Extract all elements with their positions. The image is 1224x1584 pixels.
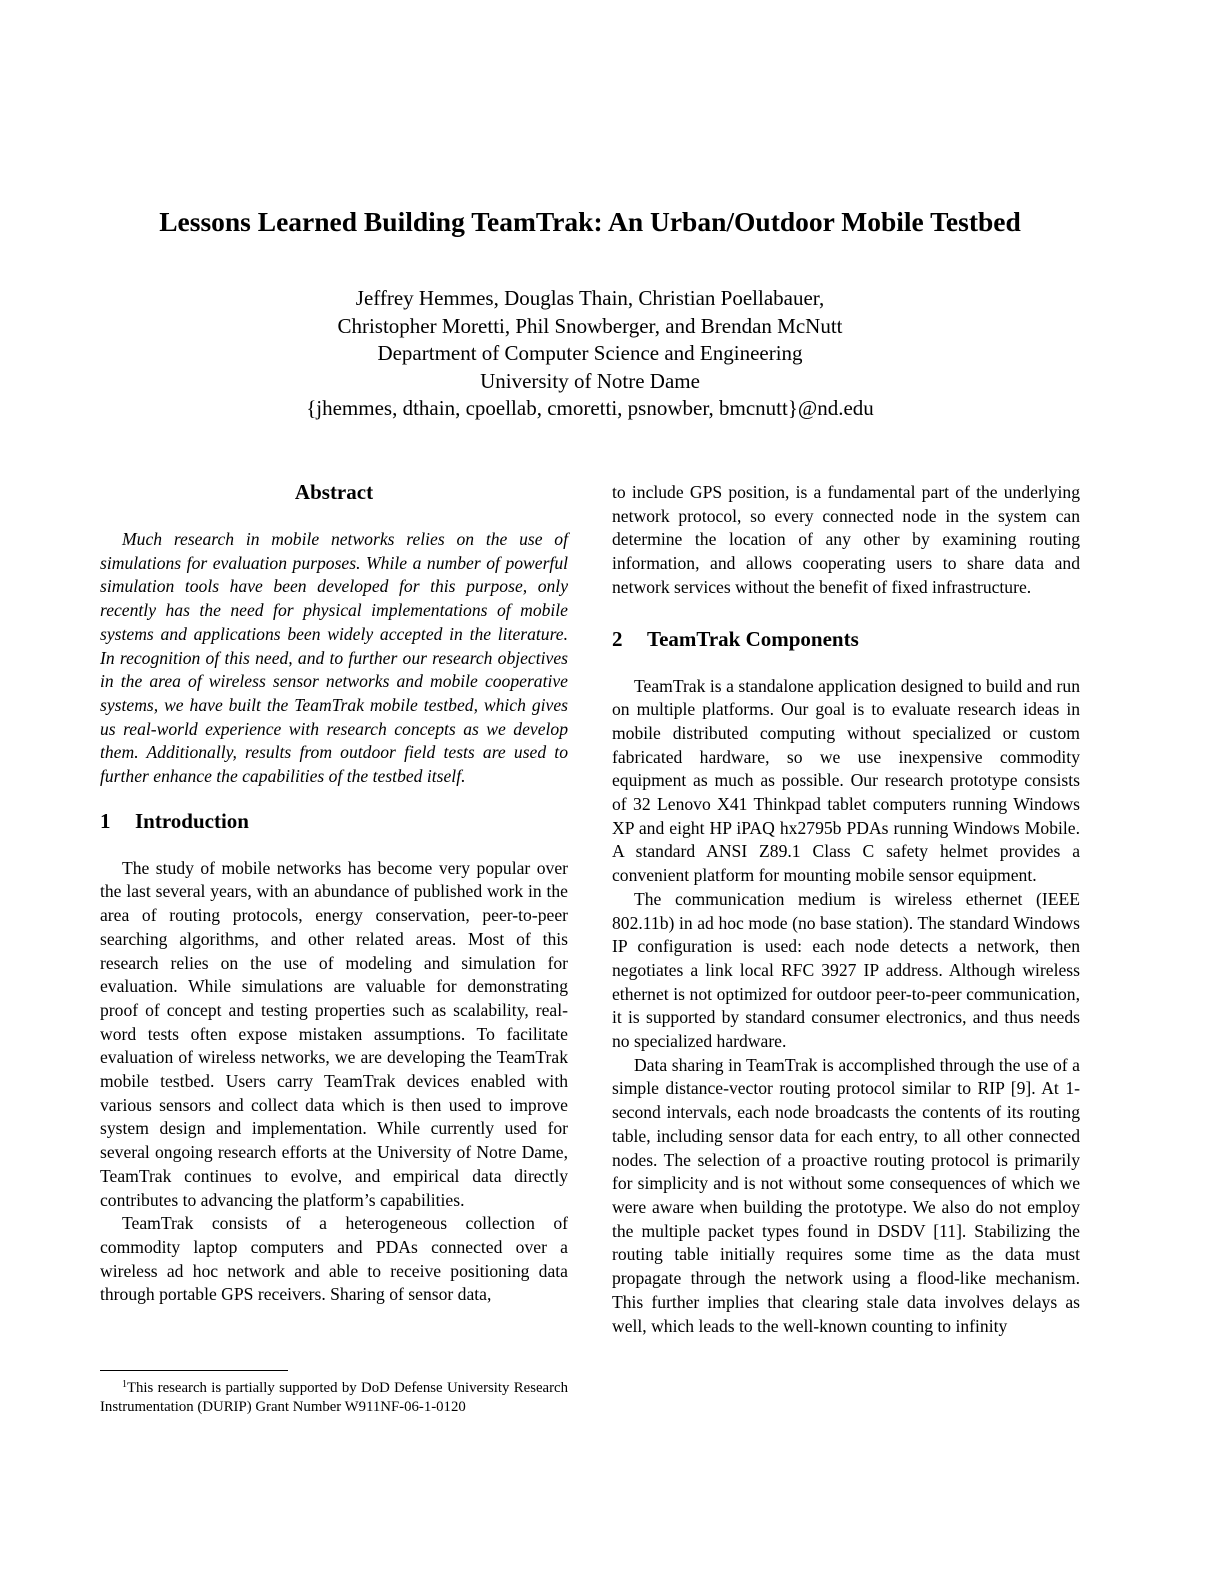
left-column [100, 478, 568, 1307]
abstract-section [100, 478, 568, 789]
footnote [100, 1375, 568, 1417]
section-heading-teamtrak-components [612, 625, 1080, 653]
section-number: 1 [100, 808, 111, 833]
footnote-text: This research is partially supported by DoD Defense University Research Instrumentation (DURIP) Grant Number W911NF-06-1-0120 [100, 1380, 568, 1415]
abstract-heading: Abstract [294, 480, 374, 504]
section-heading-introduction [100, 807, 568, 835]
components-paragraph-3: Data sharing in TeamTrak is accomplished through the use of a simple distance-vector routing protocol similar to RIP [9]. At 1-second intervals, each node broadcasts the contents of its routing table, including sensor data for each entry, to all other connected nodes. The selection of a proactive routing protocol is primarily for simplicity and is not without some consequences of which we were aware when building the prototype. We also do not employ the multiple packet types found in DSDV [11]. Stabilizing the routing table initially requires some time as the data must propagate through the network using a flood-like mechanism. This further implies that clearing stale data involves delays as well, which leads to the well-known counting to infinity [612, 1054, 1080, 1336]
author-block [0, 285, 1180, 423]
authors-line-2: Christopher Moretti, Phil Snowberger, and Brendan McNutt [337, 313, 843, 338]
components-paragraph-1: TeamTrak is a standalone application designed to build and run on multiple platforms. Our goal is to evaluate research ideas in mobile distributed computing without specialized or custom fabricated hardware, so we use inexpensive commodity equipment as much as possible. Our research prototype consists of 32 Lenovo X41 Thinkpad tablet computers running Windows XP and eight HP iPAQ hx2795b PDAs running Windows Mobile. A standard ANSI Z89.1 Class C safety helmet provides a convenient platform for mounting mobile sensor equipment. [612, 675, 1080, 886]
abstract-text: Much research in mobile networks relies on the use of simulations for evaluation purposes. While a number of powerful simulation tools have been developed for this purpose, only recently has the need for physical implementations of mobile systems and applications been widely accepted in the literature. In recognition of this need, and to further our research objectives in the area of wireless sensor networks and mobile cooperative systems, we have built the TeamTrak mobile testbed, which gives us real-world experience with research concepts as we develop them. Additionally, results from outdoor field tests are used to further enhance the capabilities of the testbed itself. [100, 529, 568, 787]
section-title: Introduction [135, 808, 249, 833]
affiliation-university: University of Notre Dame [480, 368, 700, 393]
section-title: TeamTrak Components [647, 626, 859, 651]
authors-line-1: Jeffrey Hemmes, Douglas Thain, Christian Poellabauer, [355, 286, 825, 310]
footnote-rule [100, 1370, 288, 1371]
section-number: 2 [612, 626, 623, 651]
affiliation-department: Department of Computer Science and Engineering [377, 341, 803, 365]
right-column [612, 481, 1080, 1338]
footnote-marker: 1 [122, 1379, 127, 1390]
intro-paragraph-1: The study of mobile networks has become very popular over the last several years, with an abundance of published work in the area of routing protocols, energy conservation, peer-to-peer searching algorithms, and other related areas. Most of this research relies on the use of modeling and simulation for evaluation. While simulations are valuable for demonstrating proof of concept and testing properties such as scalability, real-word tests often expose mistaken assumptions. To facilitate evaluation of wireless networks, we are developing the TeamTrak mobile testbed. Users carry TeamTrak devices enabled with various sensors and collect data which is then used to improve system design and implementation. While currently used for several ongoing research efforts at the University of Notre Dame, TeamTrak continues to evolve, and empirical data directly contributes to advancing the platform’s capabilities. [100, 857, 568, 1210]
intro-paragraph-2: TeamTrak consists of a heterogeneous collection of commodity laptop computers and PDAs connected over a wireless ad hoc network and able to receive positioning data through portable GPS receivers. Sharing of sensor data, [100, 1213, 568, 1305]
author-emails: {jhemmes, dthain, cpoellab, cmoretti, psnowber, bmcnutt}@nd.edu [306, 396, 874, 420]
intro-paragraph-2-continued: to include GPS position, is a fundamental part of the underlying network protocol, so every connected node in the system can determine the location of any other by examining routing information, and allows cooperating users to share data and network services without the benefit of fixed infrastructure. [612, 482, 1080, 597]
paper-title: Lessons Learned Building TeamTrak: An Urban/Outdoor Mobile Testbed [159, 206, 1021, 237]
components-paragraph-2: The communication medium is wireless ethernet (IEEE 802.11b) in ad hoc mode (no base station). The standard Windows IP configuration is used: each node detects a network, then negotiates a link local RFC 3927 IP address. Although wireless ethernet is not optimized for outdoor peer-to-peer communication, it is supported by standard consumer electronics, and thus needs no specialized hardware. [612, 888, 1080, 1052]
